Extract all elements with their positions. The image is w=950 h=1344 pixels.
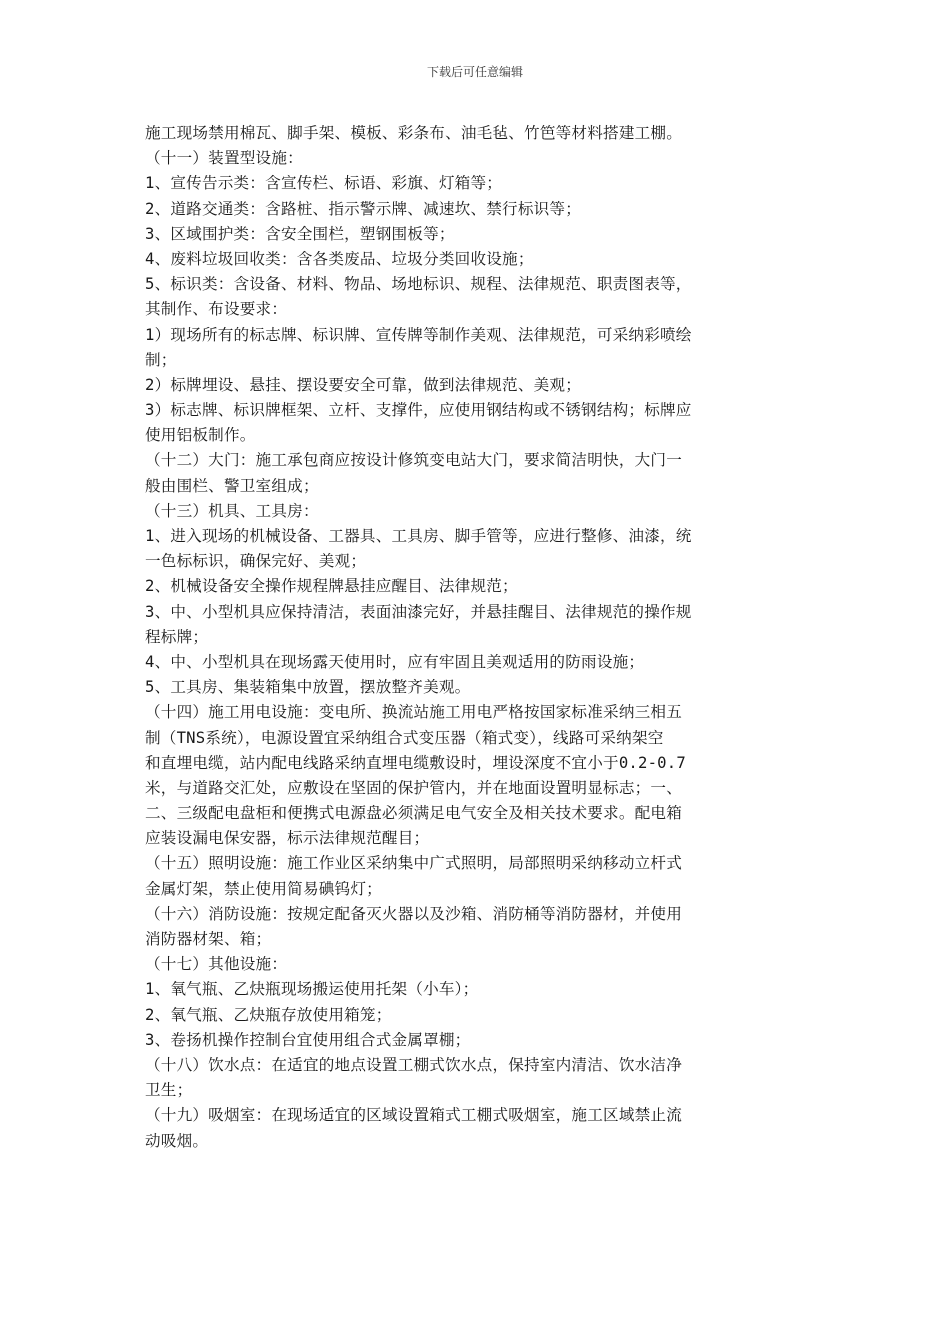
text-line: 2、氧气瓶、乙炔瓶存放使用箱笼； (145, 1005, 392, 1024)
text-line: 制（TNS系统），电源设置宜采纳组合式变压器（箱式变），线路可采纳架空 (145, 728, 664, 747)
text-line: 程标牌； (145, 627, 209, 646)
text-line: （十八）饮水点：在适宜的地点设置工棚式饮水点，保持室内清洁、饮水洁净 (145, 1055, 682, 1074)
text-line: 二、三级配电盘柜和便携式电源盘必须满足电气安全及相关技术要求。配电箱 (145, 804, 682, 823)
text-line: 般由围栏、警卫室组成； (145, 476, 319, 495)
text-line: （十三）机具、工具房： (145, 501, 319, 520)
text-line: 一色标标识，确保完好、美观； (145, 552, 367, 571)
text-line: （十五）照明设施：施工作业区采纳集中广式照明，局部照明采纳移动立杆式 (145, 854, 682, 873)
text-line: 1）现场所有的标志牌、标识牌、宣传牌等制作美观、法律规范，可采纳彩喷绘 (145, 325, 692, 344)
text-line: 1、进入现场的机械设备、工器具、工具房、脚手管等，应进行整修、油漆，统 (145, 527, 692, 545)
text-line: （十九）吸烟室：在现场适宜的区域设置箱式工棚式吸烟室，施工区域禁止流 (145, 1106, 682, 1125)
text-line: 卫生； (145, 1081, 193, 1100)
text-line: 3、卷扬机操作控制台宜使用组合式金属罩棚； (145, 1030, 471, 1049)
text-line: 5、标识类：含设备、材料、物品、场地标识、规程、法律规范、职责图表等， (145, 275, 692, 294)
text-line: （十一）装置型设施： (145, 149, 303, 168)
text-line: 动吸烟。 (145, 1131, 209, 1150)
text-line: 金属灯架，禁止使用简易碘钨灯； (145, 879, 382, 898)
text-line: 2、道路交通类：含路桩、指示警示牌、减速坎、禁行标识等； (145, 199, 582, 218)
text-line: 3、区域围护类：含安全围栏，塑钢围板等； (145, 224, 455, 243)
text-line: （十二）大门：施工承包商应按设计修筑变电站大门，要求简洁明快，大门一 (145, 451, 682, 470)
text-line: 应装设漏电保安器，标示法律规范醒目； (145, 829, 430, 848)
text-line: 其制作、布设要求： (145, 300, 288, 319)
text-line: （十六）消防设施：按规定配备灭火器以及沙箱、消防桶等消防器材，并使用 (145, 904, 682, 923)
text-line: 米，与道路交汇处，应敷设在坚固的保护管内，并在地面设置明显标志；一、 (145, 778, 682, 797)
document-body (145, 121, 810, 1154)
text-line: 3）标志牌、标识牌框架、立杆、支撑件，应使用钢结构或不锈钢结构；标牌应 (145, 401, 692, 420)
text-line: （十七）其他设施： (145, 955, 288, 974)
text-line: 使用铝板制作。 (145, 426, 256, 445)
text-line: 消防器材架、箱； (145, 930, 272, 948)
text-line: 和直埋电缆，站内配电线路采纳直埋电缆敷设时，埋设深度不宜小于0.2-0.7 (145, 753, 686, 772)
page-header: 下载后可任意编辑 (426, 65, 523, 79)
text-line: 4、废料垃圾回收类：含各类废品、垃圾分类回收设施； (145, 249, 534, 268)
text-line: 施工现场禁用棉瓦、脚手架、模板、彩条布、油毛毡、竹笆等材料搭建工棚。 (145, 124, 682, 142)
text-line: 2、机械设备安全操作规程牌悬挂应醒目、法律规范； (145, 577, 518, 596)
text-line: 1、氧气瓶、乙炔瓶现场搬运使用托架（小车）； (145, 980, 479, 999)
text-line: 1、宣传告示类：含宣传栏、标语、彩旗、灯箱等； (145, 174, 503, 193)
text-line: （十四）施工用电设施：变电所、换流站施工用电严格按国家标准采纳三相五 (145, 703, 682, 722)
text-line: 3、中、小型机具应保持清洁，表面油漆完好，并悬挂醒目、法律规范的操作规 (145, 602, 692, 621)
text-line: 4、中、小型机具在现场露天使用时，应有牢固且美观适用的防雨设施； (145, 652, 645, 671)
text-line: 制； (145, 350, 177, 369)
text-line: 2）标牌埋设、悬挂、摆设要安全可靠，做到法律规范、美观； (145, 375, 582, 394)
text-line: 5、工具房、集装箱集中放置，摆放整齐美观。 (145, 678, 471, 697)
